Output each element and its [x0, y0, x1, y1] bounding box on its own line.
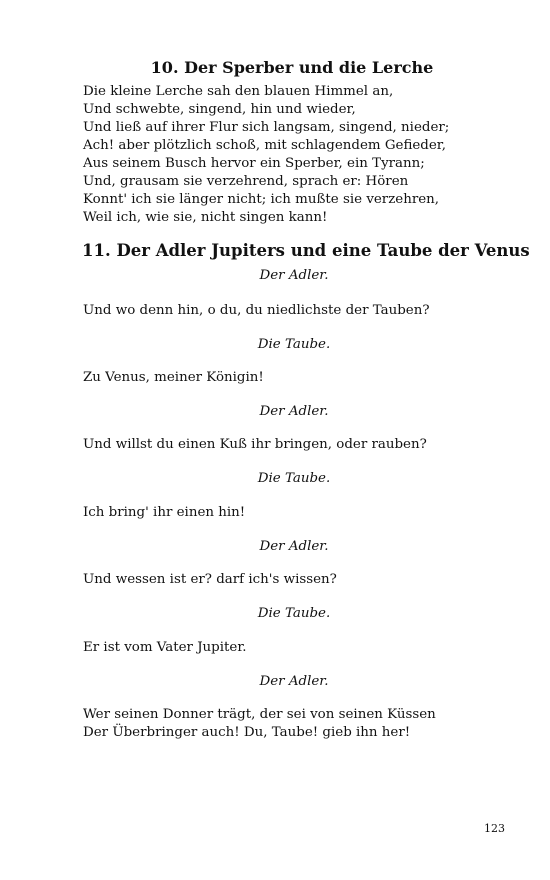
fable-11-title: 11. Der Adler Jupiters und eine Taube der Venus — [82, 241, 530, 260]
fable-10-title: 10. Der Sperber und die Lerche — [150, 58, 434, 77]
dialogue-line: Der Überbringer auch! Du, Taube! gieb ihn her! — [83, 725, 411, 740]
page-number: 123 — [484, 822, 505, 835]
verse-line: Und, grausam sie verzehrend, sprach er: Hören — [83, 174, 409, 189]
dialogue-line: Ich bring' ihr einen hin! — [83, 505, 246, 520]
dialogue-line: Er ist vom Vater Jupiter. — [83, 640, 247, 655]
dialogue-line: Wer seinen Donner trägt, der sei von seinen Küssen — [83, 707, 436, 722]
speaker-label: Der Adler. — [259, 674, 329, 689]
verse-line: Und schwebte, singend, hin und wieder, — [83, 102, 356, 117]
dialogue-line: Und wessen ist er? darf ich's wissen? — [83, 572, 337, 587]
verse-line: Konnt' ich sie länger nicht; ich mußte sie verzehren, — [83, 192, 440, 207]
verse-line: Und ließ auf ihrer Flur sich langsam, singend, nieder; — [83, 120, 450, 135]
verse-line: Weil ich, wie sie, nicht singen kann! — [83, 210, 328, 225]
speaker-label: Der Adler. — [259, 404, 329, 419]
verse-line: Aus seinem Busch hervor ein Sperber, ein Tyrann; — [83, 156, 425, 171]
verse-line: Die kleine Lerche sah den blauen Himmel an, — [83, 84, 394, 99]
verse-line: Ach! aber plötzlich schoß, mit schlagendem Gefieder, — [83, 138, 446, 153]
fable-10-poem — [83, 83, 483, 227]
speaker-label: Der Adler. — [259, 539, 329, 554]
speaker-label: Die Taube. — [257, 471, 331, 486]
dialogue-line: Zu Venus, meiner Königin! — [83, 370, 264, 385]
dialogue-line: Und wo denn hin, o du, du niedlichste der Tauben? — [83, 303, 430, 318]
dialogue-line: Und willst du einen Kuß ihr bringen, oder rauben? — [83, 437, 427, 452]
speaker-label: Die Taube. — [257, 606, 331, 621]
speaker-label: Die Taube. — [257, 337, 331, 352]
speaker-label: Der Adler. — [259, 268, 329, 283]
